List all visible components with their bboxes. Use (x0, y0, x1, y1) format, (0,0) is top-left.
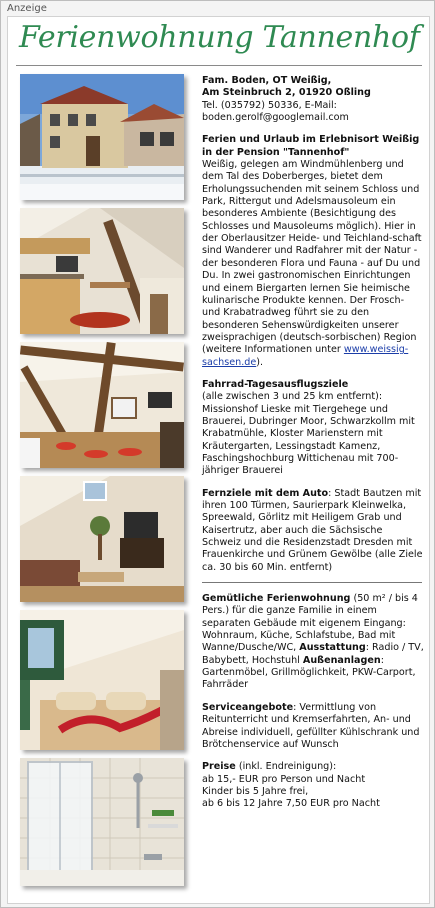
prices-intro: (inkl. Endreinigung): (235, 761, 337, 773)
title-divider (16, 65, 422, 66)
page-title: Ferienwohnung Tannenhof (19, 20, 420, 55)
photo-house-exterior (20, 74, 184, 200)
service-block (202, 702, 424, 751)
contact-name: Fam. Boden, OT Weißig, (202, 75, 332, 86)
apartment-body-3: : Gartenmöbel, Grillmöglichkeit, PKW-Carport, Fahrräder (202, 654, 416, 691)
ad-label: Anzeige (7, 3, 47, 14)
description-column (202, 75, 424, 821)
prices-heading: Preise (202, 761, 236, 773)
apartment-block (202, 593, 424, 692)
ad-card (7, 16, 430, 904)
service-heading: Serviceangebote (202, 701, 294, 713)
daytrips-heading: Fahrrad-Tagesausflugsziele (202, 378, 349, 390)
photo-bathroom (20, 758, 184, 886)
contact-block (202, 75, 424, 124)
outdoor-heading: Außenanlagen (302, 654, 381, 666)
daytrips-block (202, 379, 424, 478)
intro-block (202, 134, 424, 369)
contact-email-link[interactable]: boden.gerolf@googlemail.com (202, 112, 349, 124)
fartrips-heading: Fernziele mit dem Auto (202, 487, 329, 499)
photo-kitchen (20, 208, 184, 334)
fartrips-block (202, 488, 424, 574)
service-body: : Vermittlung von Reitunterricht und Kremserfahrten, An- und Abreise individuell, gefüllter Kühlschrank und Brötchenservice auf Wunsch (202, 701, 420, 750)
apartment-body-2: : Radio / TV, Babybett, Hochstuhl (202, 642, 424, 666)
apartment-body-1: (50 m² / bis 4 Pers.) für die ganze Familie in einem separaten Gebäude mit eigenem Eingang: Wohnraum, Küche, Schlafstube, Bad mit Wanne/Dusche/WC, (202, 593, 418, 654)
website-link[interactable]: www.weissig-sachsen.de (202, 344, 409, 368)
apartment-heading: Gemütliche Ferienwohnung (202, 593, 351, 605)
intro-close: ). (256, 356, 264, 368)
fartrips-body: : Stadt Bautzen mit ihren 100 Türmen, Saurierpark Kleinwelka, Spreewald, Görlitz mit Heiligem Grab und Kaisertrutz, aber auch die Sächsische Schweiz und die Residenzstadt Dresden mit Frauenkirche und Grünem Gewölbe (alle Ziele ca. 30 bis 60 Min. entfernt) (202, 487, 423, 573)
daytrips-body: (alle zwischen 3 und 25 km entfernt): Missionshof Lieske mit Tiergehege und Brauerei, Dubringer Moor, Schwarzkollm mit Krabatmühle, Kloster Marienstern mit Kräutergarten, Lessingstadt Kamenz, Faschingshochburg Wittichenau mit 700-jähriger Brauerei (202, 391, 415, 477)
photo-tv-corner (20, 476, 184, 602)
intro-body: Weißig, gelegen am Windmühlenberg und dem Tal des Doberberges, bietet dem Erholungssuchenden mit seinem Schloss und Park, Rittergut und Adelsmausoleum ein besonderes Ambiente (Besichtigung des Schlosses und Mausoleums möglich). Hier in der Oberlausitzer Heide- und Teichland-schaft sind Wanderer und Radfahrer mit der Natur - der besonderen Flora und Fauna - auf Du und Du. In zwei gastronomischen Einrichtungen und einem Biergarten lernen Sie heimische kulinarische Produkte kennen. Der Frosch- und Krabatradweg führt sie zu den besonderen Sehenswürdigkeiten unserer zweisprachigen (deutsch-sorbischen) Region (weitere Informationen unter (202, 159, 422, 356)
price-adult: ab 15,- EUR pro Person und Nacht (202, 773, 366, 785)
contact-phone: Tel. (035792) 50336, E-Mail: (202, 99, 337, 111)
contact-address: Am Steinbruch 2, 01920 Oßling (202, 87, 371, 99)
equipment-heading: Ausstattung (299, 642, 366, 654)
price-children: ab 6 bis 12 Jahre 7,50 EUR pro Nacht (202, 798, 380, 810)
photo-living-room (20, 342, 184, 468)
intro-heading: Ferien und Urlaub im Erlebnisort Weißig in der Pension "Tannenhof" (202, 134, 420, 158)
photo-bedroom (20, 610, 184, 750)
prices-block (202, 761, 424, 810)
section-divider (202, 582, 422, 583)
price-small-children: Kinder bis 5 Jahre frei, (202, 785, 309, 797)
